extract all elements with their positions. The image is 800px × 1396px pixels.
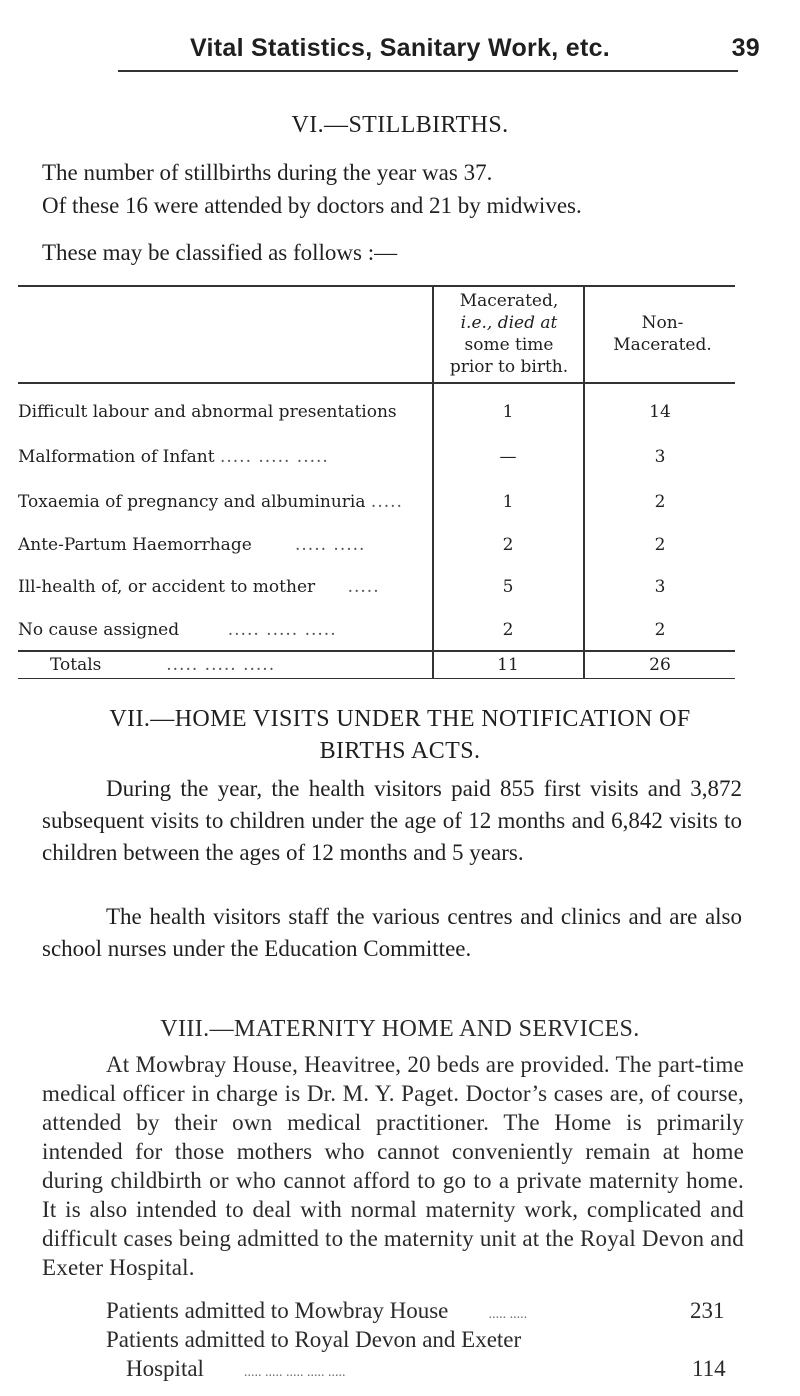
leader-dots: ..... ..... xyxy=(488,1307,528,1322)
table-top-rule xyxy=(18,285,735,287)
running-header xyxy=(0,34,800,74)
maternity-para1: At Mowbray House, Heavitree, 20 beds are provided. The part-time medical officer in charge is Dr. M. Y. Paget. Doctor’s cases are, of course, attended by their own medical practitioner. The Home is primarily intended for those mothers who cannot conveniently remain at home during childbirth or who cannot afford to go to a private maternity home. It is also intended to deal with normal maternity work, complicated and difficult cases being admitted to the maternity unit at the Royal Devon and Exeter Hospital. xyxy=(42,1052,744,1280)
stillbirths-para-line1: The number of stillbirths during the year was 37. xyxy=(42,160,493,185)
table-totals-rule xyxy=(18,650,735,652)
section-title-maternity: VIII.—MATERNITY HOME AND SERVICES. xyxy=(160,1016,640,1042)
table-cell-non-macerated: 2 xyxy=(654,620,666,640)
table-cell-macerated: 1 xyxy=(502,492,514,512)
table-cell-non-macerated: 3 xyxy=(654,577,666,597)
section-title-home-visits-line2: BIRTHS ACTS. xyxy=(319,738,481,764)
stat-royal-devon-label-line1: Patients admitted to Royal Devon and Exeter xyxy=(106,1327,522,1352)
table-total-macerated: 11 xyxy=(497,655,519,675)
totals-label-text: Totals xyxy=(50,655,102,675)
section-title-stillbirths: VI.—STILLBIRTHS. xyxy=(291,112,509,138)
stat-label-text: Patients admitted to Mowbray House xyxy=(106,1298,449,1323)
running-title: Vital Statistics, Sanitary Work, etc. xyxy=(189,34,611,62)
table-cell-non-macerated: 2 xyxy=(654,535,666,555)
table-header-rule xyxy=(18,382,735,384)
header-rule xyxy=(118,70,738,72)
table-row-label xyxy=(18,447,329,467)
table-row-label xyxy=(18,402,397,422)
header-non-macerated-line: Macerated. xyxy=(613,335,712,355)
section-title-home-visits-line1: VII.—HOME VISITS UNDER THE NOTIFICATION OF xyxy=(109,706,691,732)
row-label-text: Ante-Partum Haemorrhage xyxy=(18,535,252,555)
home-visits-para1: During the year, the health visitors paid 855 first visits and 3,872 subsequent visits to children under the age of 12 months and 6,842 visits to children between the ages of 12 months and 5 years. xyxy=(42,776,742,865)
row-label-text: Ill-health of, or accident to mother xyxy=(18,577,316,597)
page-number: 39 xyxy=(731,34,760,62)
table-row-label xyxy=(18,577,380,597)
stat-royal-devon-label-line2 xyxy=(126,1356,345,1382)
table-bottom-rule xyxy=(18,678,735,679)
stat-royal-devon-value: 114 xyxy=(692,1356,726,1381)
leader-dots: ..... xyxy=(370,492,403,512)
table-row-label xyxy=(18,620,337,640)
stat-mowbray-value: 231 xyxy=(690,1298,725,1323)
header-macerated-line: i.e., died at xyxy=(460,313,558,333)
table-cell-non-macerated: 2 xyxy=(654,492,666,512)
leader-dots: ..... xyxy=(347,577,380,597)
table-totals-label xyxy=(50,655,275,675)
stat-label-text: Hospital xyxy=(126,1356,204,1381)
leader-dots: ..... ..... xyxy=(295,535,366,555)
row-label-text: Difficult labour and abnormal presentations xyxy=(18,402,397,422)
leader-dots: ..... ..... ..... ..... ..... xyxy=(243,1365,346,1380)
stillbirths-classified-intro: These may be classified as follows :— xyxy=(42,240,398,265)
header-macerated xyxy=(434,290,584,378)
header-macerated-line: Macerated, xyxy=(459,291,559,311)
table-cell-macerated: 2 xyxy=(502,620,514,640)
header-macerated-line: prior to birth. xyxy=(449,357,569,377)
header-non-macerated xyxy=(585,312,740,356)
table-row-label xyxy=(18,492,403,512)
table-cell-macerated: 5 xyxy=(502,577,514,597)
table-cell-macerated: 2 xyxy=(502,535,514,555)
leader-dots: ..... ..... ..... xyxy=(227,620,337,640)
header-non-macerated-line: Non- xyxy=(641,313,684,333)
row-label-text: No cause assigned xyxy=(18,620,180,640)
table-cell-non-macerated: 3 xyxy=(654,447,666,467)
row-label-text: Toxaemia of pregnancy and albuminuria xyxy=(18,492,366,512)
table-cell-macerated: — xyxy=(499,447,517,467)
table-row-label xyxy=(18,535,365,555)
home-visits-para2: The health visitors staff the various centres and clinics and are also school nurses under the Education Committee. xyxy=(42,904,742,961)
leader-dots: ..... ..... ..... xyxy=(219,447,329,467)
row-label-text: Malformation of Infant xyxy=(18,447,215,467)
stat-mowbray-label xyxy=(106,1298,527,1324)
leader-dots: ..... ..... ..... xyxy=(166,655,276,675)
table-cell-non-macerated: 14 xyxy=(649,402,671,422)
header-macerated-line: some time xyxy=(464,335,554,355)
stillbirths-para-line2: Of these 16 were attended by doctors and 21 by midwives. xyxy=(42,193,582,218)
table-total-non-macerated: 26 xyxy=(649,655,671,675)
table-cell-macerated: 1 xyxy=(502,402,514,422)
